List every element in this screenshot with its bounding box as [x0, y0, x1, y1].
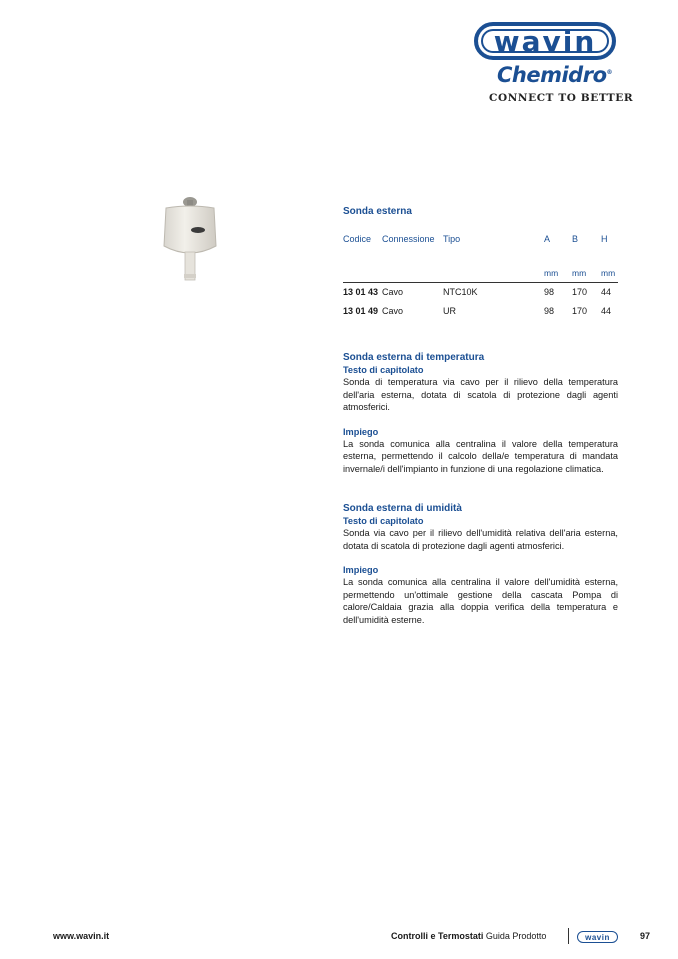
use-label: Impiego	[343, 426, 379, 437]
cell-h: 44	[601, 306, 612, 316]
header-a: A	[544, 234, 551, 244]
spec-text: Sonda via cavo per il rilievo dell'umidità relativa dell'aria esterna, dotata di scatola di protezione dagli agenti atmosferici.	[343, 528, 618, 551]
unit-a: mm	[544, 268, 559, 278]
cell-tipo: NTC10K	[443, 287, 478, 297]
header-connessione: Connessione	[382, 234, 435, 244]
spec-text: Sonda di temperatura via cavo per il rilievo della temperatura dell'aria esterna, dotata di scatola di protezione dagli agenti atmosferici.	[343, 377, 618, 413]
header-codice: Codice	[343, 234, 372, 244]
cell-b: 170	[572, 306, 588, 316]
cell-a: 98	[544, 287, 555, 297]
footer-wavin-logo: wavin	[577, 931, 618, 943]
unit-b: mm	[572, 268, 587, 278]
cell-connessione: Cavo	[382, 306, 404, 316]
cell-connessione: Cavo	[382, 287, 404, 297]
footer-divider	[568, 928, 569, 944]
section-title: Sonda esterna di umidità	[343, 503, 462, 514]
spec-label: Testo di capitolato	[343, 516, 424, 526]
tagline: CONNECT TO BETTER	[489, 92, 634, 104]
cell-tipo: UR	[443, 306, 456, 316]
footer-website[interactable]: www.wavin.it	[53, 931, 110, 941]
cell-b: 170	[572, 287, 588, 297]
cell-codice: 13 01 49	[343, 306, 379, 316]
header-h: H	[601, 234, 608, 244]
header-tipo: Tipo	[443, 234, 461, 244]
chemidro-logo: Chemidro®	[497, 63, 613, 87]
product-title: Sonda esterna	[343, 206, 412, 217]
use-text: La sonda comunica alla centralina il valore della temperatura esterna, permettendo il calcolo della/e temperatura di mandata invernale/i dell'impianto in funzione di una regolazione climatica.	[343, 438, 618, 474]
use-text: La sonda comunica alla centralina il valore dell'umidità esterna, permettendo un'ottimale gestione della cascata Pompa di calore/Caldaia grazia alla doppia verifica della temperatura e dell'umidità esterne.	[343, 577, 618, 625]
table-row	[343, 306, 618, 325]
table-rule	[343, 282, 618, 283]
wavin-logo: wavin	[474, 22, 616, 60]
header-b: B	[572, 234, 579, 244]
page-number: 97	[640, 931, 651, 941]
cell-a: 98	[544, 306, 555, 316]
section-title: Sonda esterna di temperatura	[343, 352, 485, 363]
cell-codice: 13 01 43	[343, 287, 379, 297]
table-header	[343, 234, 618, 250]
product-image	[156, 190, 226, 290]
section-temperatura	[343, 351, 618, 476]
cell-h: 44	[601, 287, 612, 297]
table-row	[343, 287, 618, 306]
use-label: Impiego	[343, 565, 379, 576]
section-umidita	[343, 502, 618, 627]
spec-label: Testo di capitolato	[343, 365, 424, 375]
footer-category: Controlli e Termostati Guida Prodotto	[391, 931, 547, 941]
unit-h: mm	[601, 268, 616, 278]
table-units	[343, 268, 618, 282]
product-table	[343, 234, 618, 325]
